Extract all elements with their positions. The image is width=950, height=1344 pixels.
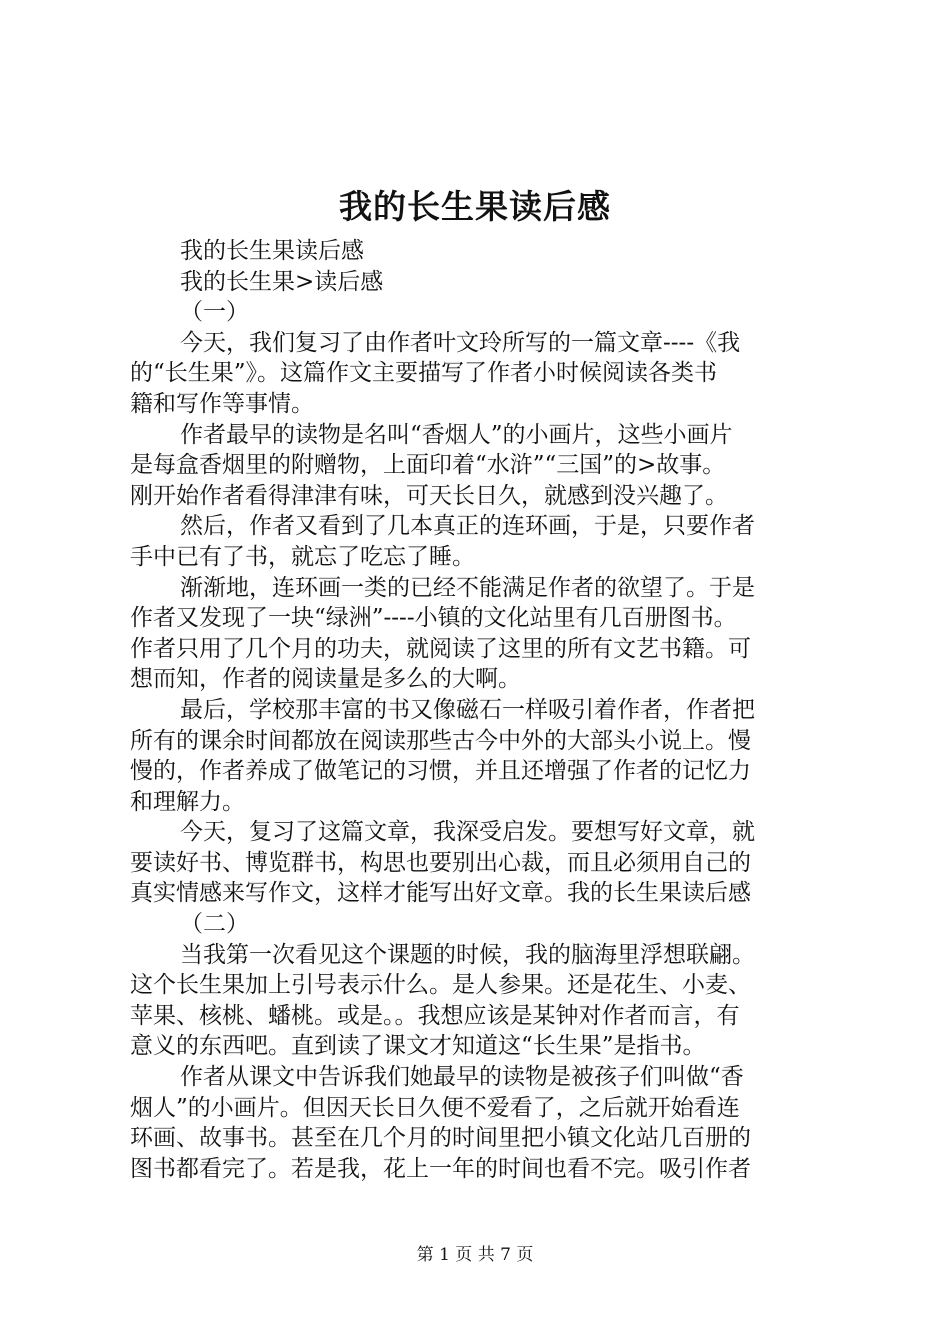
paragraph-line: 意义的东西吧。直到读了课文才知道这“长生果”是指书。 — [130, 1033, 706, 1060]
section-label: （二） — [180, 911, 249, 938]
paragraph-line: 慢的，作者养成了做笔记的习惯，并且还增强了作者的记忆力 — [130, 758, 751, 785]
paragraph — [130, 817, 830, 909]
paragraph-line: 所有的课余时间都放在阅读那些古今中外的大部头小说上。慢 — [130, 727, 751, 754]
subtitle-line: 我的长生果读后感 — [180, 238, 364, 264]
paragraph-line: 作者又发现了一块“绿洲”----小镇的文化站里有几百册图书。 — [130, 605, 737, 632]
paragraph — [130, 940, 830, 1062]
paragraph-line: 然后，作者又看到了几本真正的连环画，于是，只要作者 — [180, 513, 755, 540]
paragraph — [130, 573, 830, 695]
page-footer: 第 1 页 共 7 页 — [416, 1245, 534, 1265]
paragraph — [130, 695, 830, 817]
paragraph-line: 和理解力。 — [130, 788, 245, 815]
paragraph-line: 烟人”的小画片。但因天长日久便不爱看了，之后就开始看连 — [130, 1094, 740, 1121]
paragraph-line: 环画、故事书。甚至在几个月的时间里把小镇文化站几百册的 — [130, 1125, 751, 1152]
section-two — [130, 940, 830, 1185]
paragraph-line: 真实情感来写作文，这样才能写出好文章。我的长生果读后感 — [130, 880, 751, 907]
section-label: （一） — [180, 299, 249, 326]
paragraph-line: 想而知，作者的阅读量是多么的大啊。 — [130, 666, 521, 693]
subtitle-line: 我的长生果>读后感 — [180, 268, 384, 295]
paragraph — [130, 511, 830, 572]
document-title: 我的长生果读后感 — [339, 187, 611, 226]
paragraph-line: 这个长生果加上引号表示什么。是人参果。还是花生、小麦、 — [130, 972, 751, 999]
paragraph-line: 的“长生果”》。这篇作文主要描写了作者小时候阅读各类书 — [130, 360, 718, 387]
paragraph-line: 苹果、核桃、蟠桃。或是。。我想应该是某钟对作者而言，有 — [130, 1002, 740, 1029]
paragraph-line: 作者最早的读物是名叫“香烟人”的小画片，这些小画片 — [180, 421, 733, 448]
paragraph-line: 渐渐地，连环画一类的已经不能满足作者的欲望了。于是 — [180, 574, 755, 601]
paragraph — [130, 328, 830, 420]
paragraph-line: 今天，复习了这篇文章，我深受启发。要想写好文章，就 — [180, 819, 755, 846]
paragraph-line: 刚开始作者看得津津有味，可天长日久，就感到没兴趣了。 — [130, 482, 728, 509]
paragraph-line: 图书都看完了。若是我，花上一年的时间也看不完。吸引作者 — [130, 1155, 751, 1182]
paragraph-line: 作者只用了几个月的功夫，就阅读了这里的所有文艺书籍。可 — [130, 635, 751, 662]
paragraph-line: 当我第一次看见这个课题的时候，我的脑海里浮想联翩。 — [180, 941, 755, 968]
paragraph-line: 手中已有了书，就忘了吃忘了睡。 — [130, 543, 475, 570]
paragraph-line: 作者从课文中告诉我们她最早的读物是被孩子们叫做“香 — [180, 1064, 744, 1091]
section-one — [130, 328, 830, 909]
paragraph — [130, 420, 830, 512]
paragraph-line: 要读好书、博览群书，构思也要别出心裁，而且必须用自己的 — [130, 849, 751, 876]
paragraph-line: 今天，我们复习了由作者叶文玲所写的一篇文章----《我 — [180, 329, 741, 356]
paragraph-line: 籍和写作等事情。 — [130, 390, 314, 417]
document-body — [130, 236, 830, 1184]
paragraph-line: 是每盒香烟里的附赠物，上面印着“水浒”“三国”的>故事。 — [130, 452, 726, 479]
paragraph-line: 最后，学校那丰富的书又像磁石一样吸引着作者，作者把 — [180, 696, 755, 723]
paragraph — [130, 1062, 830, 1184]
